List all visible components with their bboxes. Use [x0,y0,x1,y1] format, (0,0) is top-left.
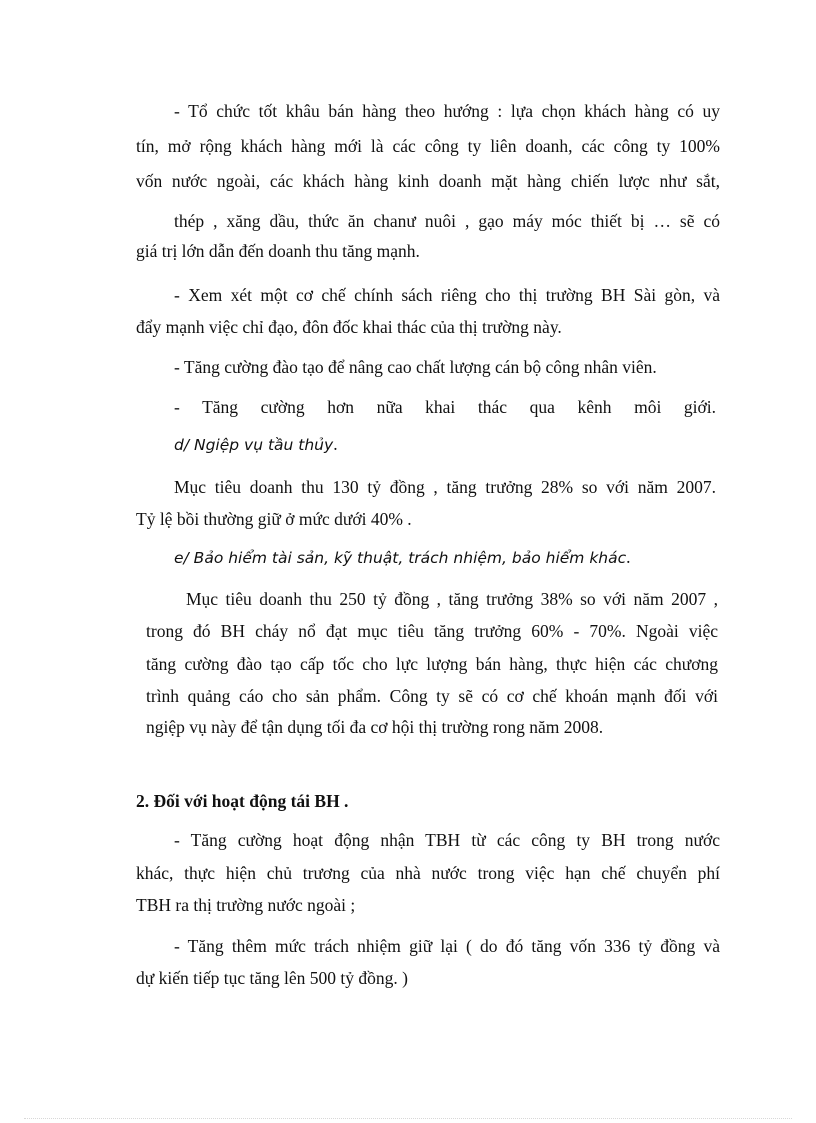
section-heading-d [174,433,338,456]
text-line: ngiệp vụ này để tận dụng tối đa cơ hội thị trường rong năm 2008. [146,717,604,737]
text-line: - Tăng thêm mức trách nhiệm giữ lại ( do đó tăng vốn 336 tỷ đồng và [174,936,720,956]
text-line: khác, thực hiện chủ trương của nhà nước trong việc hạn chế chuyển phí [136,863,720,883]
section-heading-e-dot: . [626,547,631,567]
text-line: TBH ra thị trường nước ngoài ; [136,895,356,915]
text-line: giá trị lớn dẫn đến doanh thu tăng mạnh. [136,241,420,261]
text-line: Mục tiêu doanh thu 130 tỷ đồng , tăng trưởng 28% so với năm 2007. [174,477,716,497]
page-bottom-divider [24,1118,792,1119]
text-line: tín, mở rộng khách hàng mới là các công ty liên doanh, các công ty 100% [136,136,720,156]
section-heading-d-dot: . [333,434,338,454]
text-line: - Tổ chức tốt khâu bán hàng theo hướng : lựa chọn khách hàng có uy [174,101,720,121]
text-line: Tỷ lệ bồi thường giữ ở mức dưới 40% . [136,509,412,529]
text-line: vốn nước ngoài, các khách hàng kinh doanh mặt hàng chiến lược như sắt, [136,171,720,191]
text-line: đẩy mạnh việc chỉ đạo, đôn đốc khai thác của thị trường này. [136,317,562,337]
text-line: Mục tiêu doanh thu 250 tỷ đồng , tăng trưởng 38% so với năm 2007 , [186,589,718,609]
text-line: tăng cường đào tạo cấp tốc cho lực lượng bán hàng, thực hiện các chương [146,654,718,674]
section-heading-e-text: e/ Bảo hiểm tài sản, kỹ thuật, trách nhiệm, bảo hiểm khác [174,549,627,567]
text-line: - Xem xét một cơ chế chính sách riêng cho thị trường BH Sài gòn, và [174,285,720,305]
text-line: thép , xăng dầu, thức ăn chanư nuôi , gạo máy móc thiết bị … sẽ có [174,211,720,231]
text-line: - Tăng cường hoạt động nhận TBH từ các công ty BH trong nước [174,830,720,850]
section-heading-d-text: d/ Ngiệp vụ tầu thủy [174,436,334,454]
text-line: dự kiến tiếp tục tăng lên 500 tỷ đồng. ) [136,968,408,988]
section-heading-e [174,546,631,569]
text-line: - Tăng cường hơn nữa khai thác qua kênh môi giới. [174,397,716,417]
section-heading-2: 2. Đối với hoạt động tái BH . [136,791,349,811]
text-line: trình quảng cáo cho sản phẩm. Công ty sẽ có cơ chế khoán mạnh đối với [146,686,718,706]
text-line: - Tăng cường đào tạo để nâng cao chất lượng cán bộ công nhân viên. [174,357,657,377]
text-line: trong đó BH cháy nổ đạt mục tiêu tăng trưởng 60% - 70%. Ngoài việc [146,621,718,641]
